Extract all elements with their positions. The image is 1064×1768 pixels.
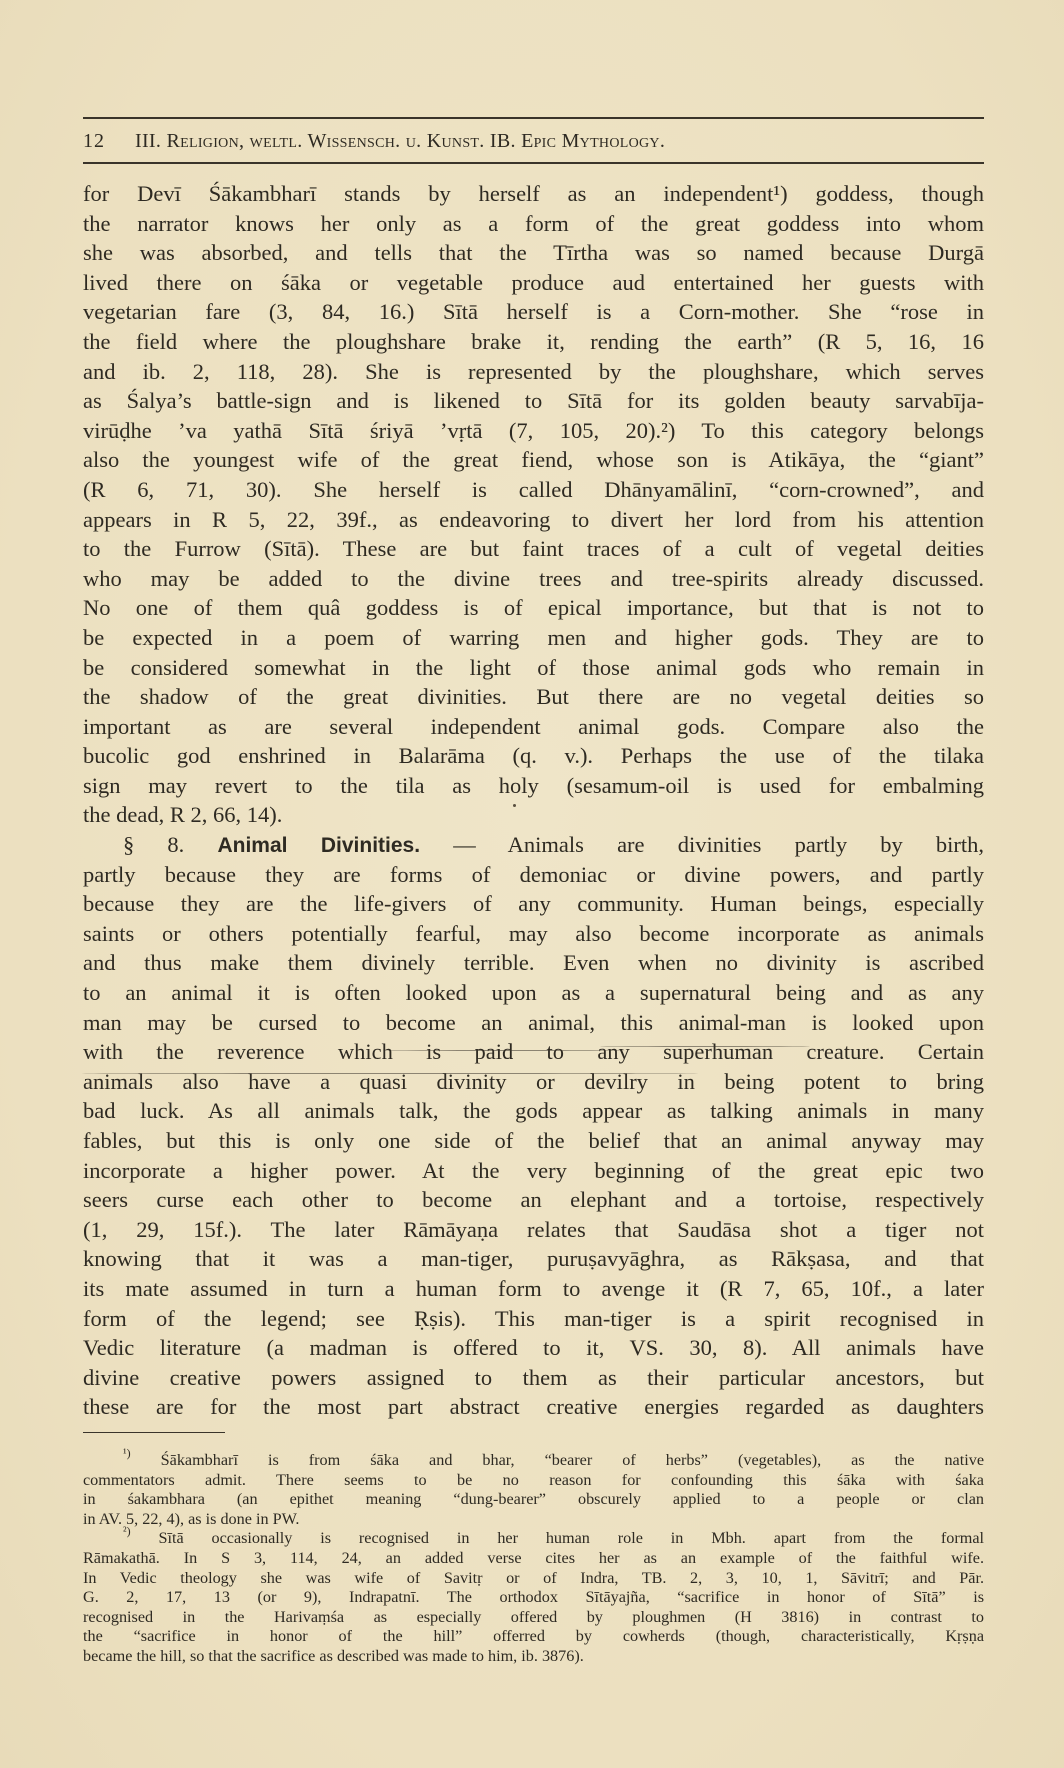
text-line: knowing that it was a man-tiger, puruṣavyāghra, as Rākṣasa, and that xyxy=(83,1246,984,1272)
text-line: seers curse each other to become an elephant and a tortoise, respectively xyxy=(83,1187,984,1213)
header-rule-top xyxy=(83,117,984,119)
section-heading: Animal Divinities. xyxy=(217,834,421,858)
pencil-underline-mark xyxy=(385,1050,625,1051)
text-line: virūḍhe ’va yathā Sītā śriyā ’vṛtā (7, 105, 20).²) To this category belongs xyxy=(83,417,984,443)
pencil-underline-mark xyxy=(80,1073,700,1074)
footnote-line: became the hill, so that the sacrifice as described was made to him, ib. 3876). xyxy=(83,1646,584,1665)
footnote-line: recognised in the Harivaṃśa as especially offered by ploughmen (H 3816) in contrast to xyxy=(83,1607,984,1626)
text-line: be considered somewhat in the light of those animal gods who remain in xyxy=(83,654,984,680)
text-line: to the Furrow (Sītā). These are but faint traces of a cult of vegetal deities xyxy=(83,536,984,562)
footnote-line: in AV. 5, 22, 4), as is done in PW. xyxy=(83,1509,300,1528)
footnote-line: the “sacrifice in honor of the hill” offerred by cowherds (though, characteristically, Kṛṣṇa xyxy=(83,1627,984,1646)
text-line: saints or others potentially fearful, may also become incorporate as animals xyxy=(83,920,984,946)
running-title: III. Religion, weltl. Wissensch. u. Kunst. IB. Epic Mythology. xyxy=(135,130,666,152)
footnote-line: Rāmakathā. In S 3, 114, 24, an added verse cites her as an example of the faithful wife. xyxy=(83,1548,984,1567)
text-line: appears in R 5, 22, 39f., as endeavoring to divert her lord from his attention xyxy=(83,506,984,532)
text-line: incorporate a higher power. At the very beginning of the great epic two xyxy=(83,1157,984,1183)
text-line: with the reverence which is paid to any superhuman creature. Certain xyxy=(83,1039,984,1065)
text-line: its mate assumed in turn a human form to avenge it (R 7, 65, 10f., a later xyxy=(83,1275,984,1301)
text-line: the narrator knows her only as a form of the great goddess into whom xyxy=(83,210,984,236)
text-line: fables, but this is only one side of the belief that an animal anyway may xyxy=(83,1128,984,1153)
page-number: 12 xyxy=(83,130,105,152)
text-line: bad luck. As all animals talk, the gods appear as talking animals in many xyxy=(83,1098,984,1124)
section-number: § 8. xyxy=(123,832,185,858)
text-line: because they are the life-givers of any community. Human beings, especially xyxy=(83,891,984,917)
text-line: as Śalya’s battle-sign and is likened to Sītā for its golden beauty sarvabīja- xyxy=(83,388,984,414)
text-line: be expected in a poem of warring men and higher gods. They are to xyxy=(83,624,984,650)
text-line: the dead, R 2, 66, 14). xyxy=(83,802,283,828)
text-line: animals also have a quasi divinity or devilry in being potent to bring xyxy=(83,1068,984,1094)
ink-speck xyxy=(513,804,516,807)
text-line: who may be added to the divine trees and tree-spirits already discussed. xyxy=(83,565,984,591)
footnote-line: commentators admit. There seems to be no reason for confounding this śāka with śaka xyxy=(83,1470,984,1489)
text-line: Vedic literature (a madman is offered to it, VS. 30, 8). All animals have xyxy=(83,1335,984,1361)
text-line: for Devī Śākambharī stands by herself as an independent¹) goddess, though xyxy=(83,181,984,206)
text-line: the shadow of the great divinities. But there are no vegetal deities so xyxy=(83,684,984,710)
footnotes xyxy=(83,1446,985,1667)
text-line: sign may revert to the tila as holy (sesamum-oil is used for embalming xyxy=(83,772,984,798)
text-line: No one of them quâ goddess is of epical importance, but that is not to xyxy=(83,595,984,621)
footnote-line xyxy=(83,1524,984,1549)
running-header xyxy=(83,124,984,158)
text-line: also the youngest wife of the great fiend, whose son is Atikāya, the “giant” xyxy=(83,447,984,473)
text-line: lived there on śāka or vegetable produce aud entertained her guests with xyxy=(83,269,984,295)
text-line: divine creative powers assigned to them as their particular ancestors, but xyxy=(83,1364,984,1390)
text-line: (1, 29, 15f.). The later Rāmāyaṇa relates that Saudāsa shot a tiger not xyxy=(83,1216,984,1242)
text-line: and ib. 2, 118, 28). She is represented by the ploughshare, which serves xyxy=(83,358,984,384)
main-text xyxy=(83,179,984,1422)
footnote-text: Śākambharī is from śāka and bhar, “bearer of herbs” (vegetables), as the native xyxy=(160,1451,985,1469)
footnote-line: In Vedic theology she was wife of Savitṛ or of Indra, TB. 2, 3, 10, 1, Sāvitrī; and Pār. xyxy=(83,1568,984,1587)
footnote-line: in śakambhara (an epithet meaning “dung-bearer” obscurely applied to a people or clan xyxy=(83,1490,984,1509)
text-line: bucolic god enshrined in Balarāma (q. v.). Perhaps the use of the tilaka xyxy=(83,743,984,769)
section-first-line: — Animals are divinities partly by birth, xyxy=(453,832,985,858)
section-heading-line xyxy=(83,830,984,860)
text-line: form of the legend; see Ṛṣis). This man-tiger is a spirit recognised in xyxy=(83,1305,984,1331)
text-line: to an animal it is often looked upon as a supernatural being and as any xyxy=(83,980,984,1006)
footnote-separator xyxy=(83,1432,225,1433)
text-line: vegetarian fare (3, 84, 16.) Sītā herself is a Corn-mother. She “rose in xyxy=(83,299,984,325)
text-line: man may be cursed to become an animal, this animal-man is looked upon xyxy=(83,1009,984,1035)
pencil-underline-mark xyxy=(600,1046,810,1047)
footnote-marker: ²) xyxy=(123,1524,131,1539)
text-line: (R 6, 71, 30). She herself is called Dhānyamālinī, “corn-crowned”, and xyxy=(83,476,984,502)
text-line: the field where the ploughshare brake it, rending the earth” (R 5, 16, 16 xyxy=(83,328,984,354)
text-line: these are for the most part abstract creative energies regarded as daughters xyxy=(83,1394,984,1420)
footnote-line: G. 2, 17, 13 (or 9), Indrapatnī. The orthodox Sītāyajña, “sacrifice in honor of Sītā” is xyxy=(83,1588,984,1607)
footnote-line xyxy=(83,1446,985,1471)
text-line: and thus make them divinely terrible. Even when no divinity is ascribed xyxy=(83,950,984,976)
header-rule-bottom xyxy=(83,162,984,164)
text-line: partly because they are forms of demoniac or divine powers, and partly xyxy=(83,861,984,887)
footnote-marker: ¹) xyxy=(123,1446,131,1460)
text-line: important as are several independent animal gods. Compare also the xyxy=(83,713,984,739)
footnote-text: Sītā occasionally is recognised in her human role in Mbh. apart from the formal xyxy=(158,1529,984,1548)
text-line: she was absorbed, and tells that the Tīrtha was so named because Durgā xyxy=(83,240,984,266)
